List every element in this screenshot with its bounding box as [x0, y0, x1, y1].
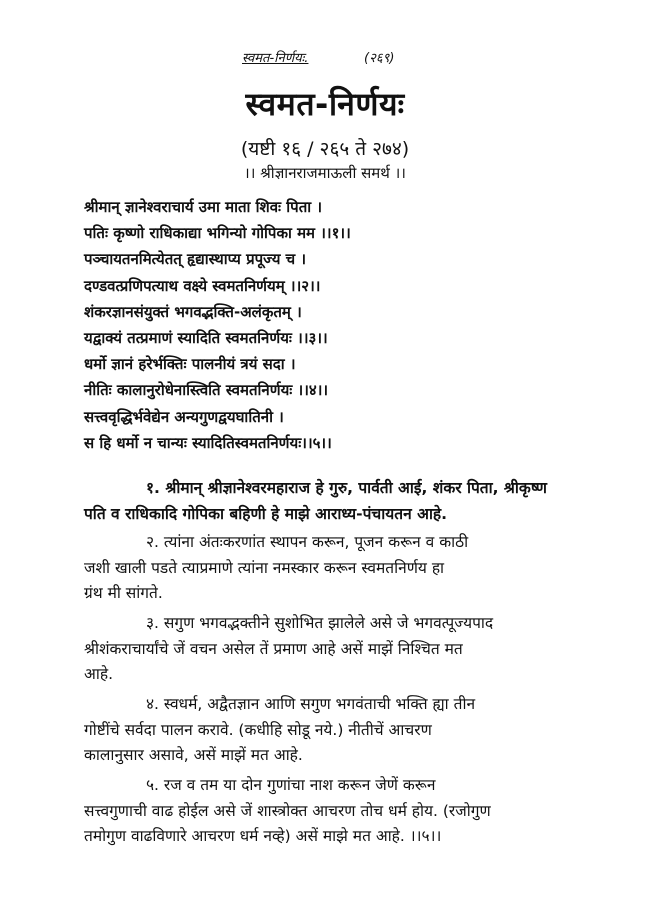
chapter-title: स्वमत-निर्णयः [245, 85, 405, 123]
invocation-line: ।। श्रीज्ञानराजमाऊली समर्थ ।। [244, 164, 406, 182]
running-title: स्वमत-निर्णयः. [242, 51, 309, 66]
chapter-subtitle: (यष्टी १६ / २६५ ते २७४) [240, 138, 410, 160]
verse-line: धर्मो ज्ञानं हरेर्भक्तिः पालनीयं त्रयं सदा । [84, 355, 296, 374]
verse-line: सत्त्ववृद्धिर्भवेद्येन अन्यगुणद्वयघातिनी । [84, 407, 284, 426]
running-header [242, 48, 482, 68]
paragraph-line: जशी खाली पडते त्याप्रमाणे त्यांना नमस्कार करून स्वमतनिर्णय हा [84, 558, 445, 577]
paragraph-line: तमोगुण वाढविणारे आचरण धर्म नव्हे) असें माझे मत आहे. ।।५।। [84, 827, 442, 845]
verse-line: नीतिः कालानुरोधेनास्त्विति स्वमतनिर्णयः ।।४।। [84, 381, 329, 400]
commentary-paragraph-5 [84, 773, 584, 850]
paragraph-line: आहे. [84, 665, 113, 683]
commentary-paragraph-1 [84, 476, 584, 527]
paragraph-line: ४. स्वधर्म, अद्वैतज्ञान आणि सगुण भगवंताची भक्ति ह्या तीन [146, 695, 476, 713]
commentary-paragraph-4 [84, 692, 584, 769]
paragraph-line: सत्त्वगुणाची वाढ होईल असे जें शास्त्रोक्त आचरण तोच धर्म होय. (रजोगुण [84, 801, 491, 820]
verse-line: यद्वाक्यं तत्प्रमाणं स्यादिति स्वमतनिर्णयः ।।३।। [84, 328, 328, 347]
paragraph-line: ५. रज व तम या दोन गुणांचा नाश करून जेणें करून [146, 776, 436, 794]
verse-line: श्रीमान् ज्ञानेश्वराचार्य उमा माता शिवः पिता । [84, 198, 323, 216]
paragraph-line: पति व राधिकादि गोपिका बहिणी हे माझे आराध्य-पंचायतन आहे. [84, 504, 448, 523]
paragraph-line: ३. सगुण भगवद्भक्तीने सुशोभित झालेले असे जे भगवत्पूज्यपाद [146, 614, 494, 632]
paragraph-line: कालानुसार असावे, असें माझें मत आहे. [84, 746, 303, 764]
paragraph-line: ग्रंथ मी सांगते. [84, 584, 163, 602]
paragraph-line: १. श्रीमान् श्रीज्ञानेश्वरमहाराज हे गुरु, पार्वती आई, शंकर पिता, श्रीकृष्ण [146, 479, 548, 497]
commentary-paragraph-3 [84, 611, 584, 688]
verse-line: दण्डवत्प्रणिपत्याथ वक्ष्ये स्वमतनिर्णयम् ।।२।। [84, 276, 321, 295]
page-number: (२६९) [364, 51, 395, 66]
paragraph-line: २. त्यांना अंतःकरणांत स्थापन करून, पूजन करून व काठी [146, 533, 469, 551]
paragraph-line: गोष्टींचे सर्वदा पालन करावे. (कधीहि सोडू नये.) नीतीचें आचरण [84, 720, 432, 739]
verse-line: स हि धर्मो न चान्यः स्यादितिस्वमतनिर्णयः।।५।। [84, 433, 332, 452]
commentary-paragraph-2 [84, 530, 584, 607]
verse-line: पञ्चायतनमित्येतत् हृद्यास्थाप्य प्रपूज्य च । [84, 250, 307, 269]
verse-line: पतिः कृष्णो राधिकाद्या भगिन्यो गोपिका मम ।।१।। [84, 224, 351, 243]
sanskrit-verses [84, 194, 624, 456]
verse-line: शंकरज्ञानसंयुक्तं भगवद्भक्ति-अलंकृतम् । [84, 302, 302, 321]
paragraph-line: श्रीशंकराचार्यांचे जें वचन असेल तें प्रमाण आहे असें माझें निश्चित मत [84, 639, 463, 658]
